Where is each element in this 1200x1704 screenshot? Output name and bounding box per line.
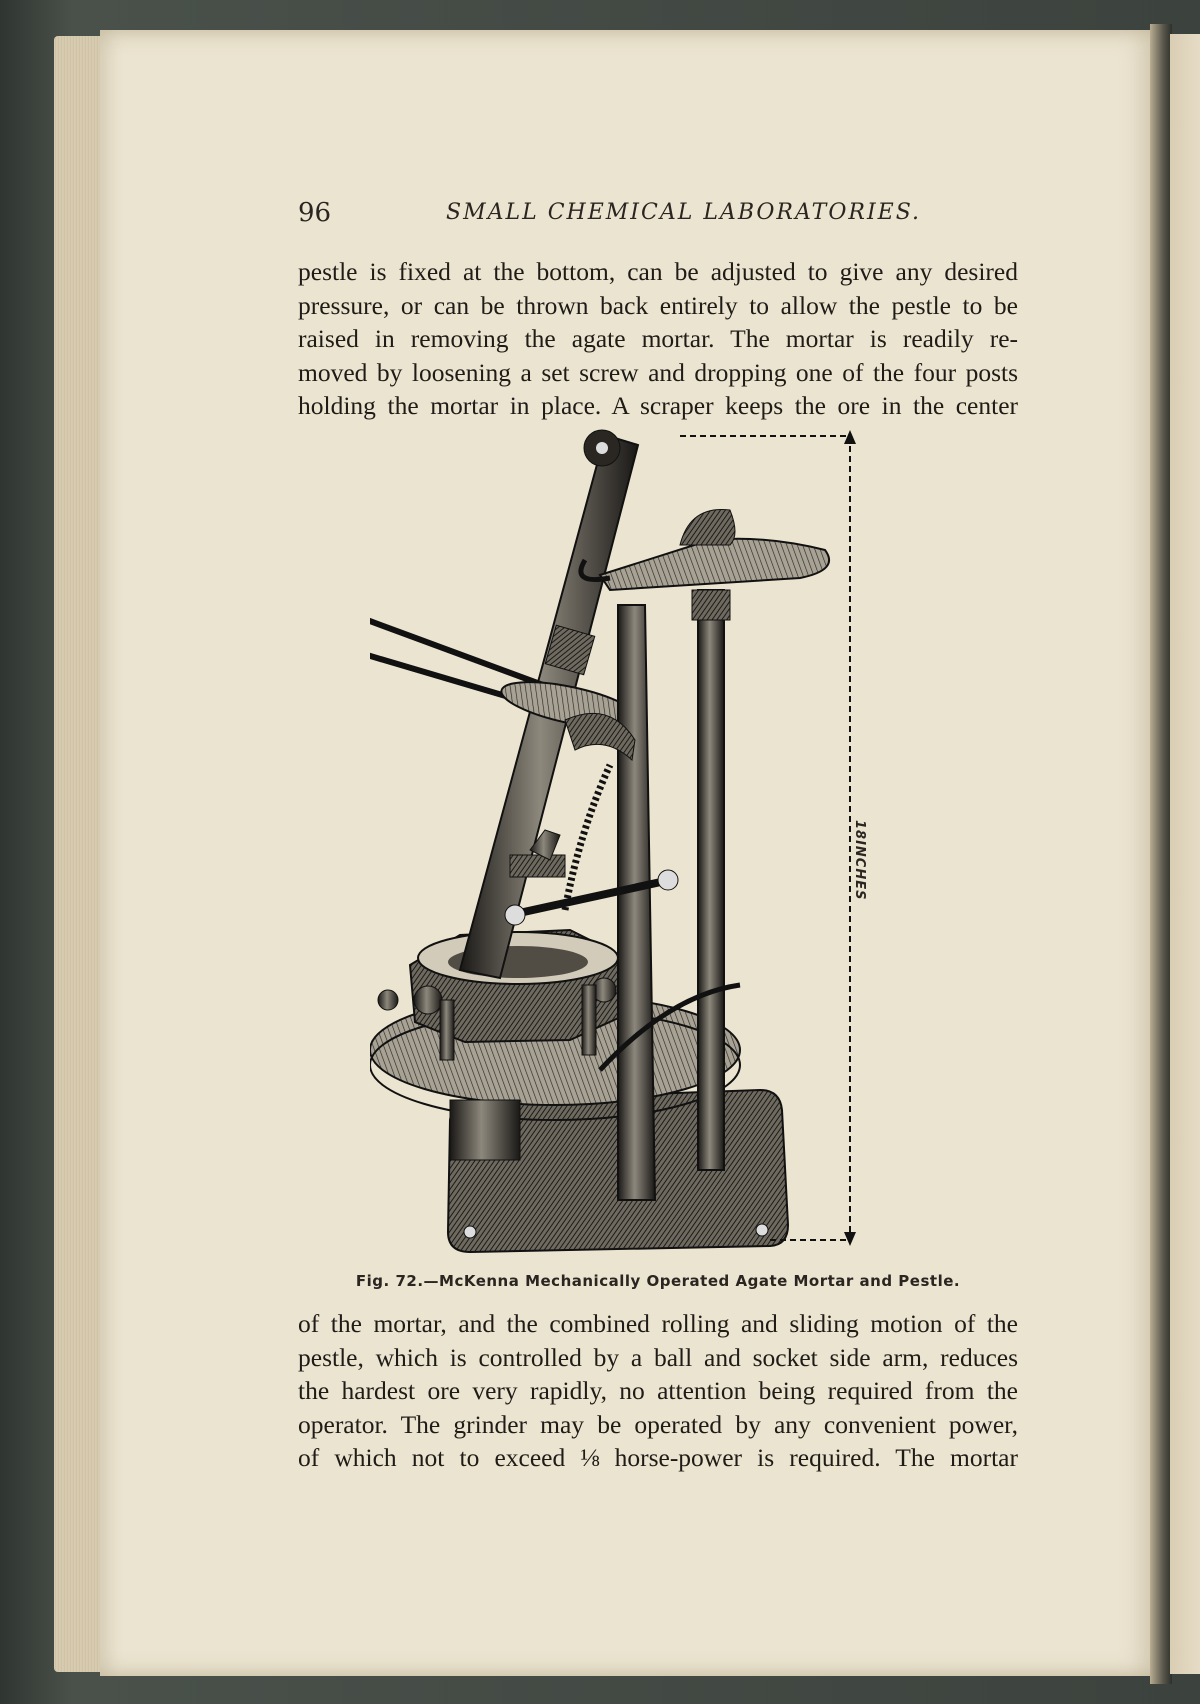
- text-line: the hardest ore very rapidly, no attention being required from the: [298, 1376, 1018, 1405]
- page-header: [298, 198, 1018, 238]
- ball-socket-side-arm: [505, 870, 678, 925]
- book-gutter: [1150, 24, 1172, 1684]
- text-line: of which not to exceed ⅛ horse-power is required. The mortar: [298, 1443, 1018, 1472]
- facing-page-edge: [1170, 34, 1200, 1674]
- engraving-drawing: [370, 410, 950, 1270]
- mortar-pestle-illustration: [370, 410, 950, 1270]
- text-line: of the mortar, and the combined rolling and sliding motion of the: [298, 1309, 1018, 1338]
- tension-spring: [565, 765, 610, 910]
- text-line: operator. The grinder may be operated by any convenient power,: [298, 1409, 1018, 1439]
- text-line: pressure, or can be thrown back entirely to allow the pestle to be: [298, 290, 1018, 320]
- figure-caption: Fig. 72.—McKenna Mechanically Operated Agate Mortar and Pestle.: [355, 1272, 961, 1290]
- text-line: pestle, which is controlled by a ball and socket side arm, reduces: [298, 1342, 1018, 1372]
- bottom-paragraph: [298, 1307, 1018, 1475]
- text-line: pestle is fixed at the bottom, can be adjusted to give any desired: [298, 257, 1018, 286]
- dimension-label: 18INCHES: [852, 820, 867, 901]
- text-line: holding the mortar in place. A scraper keeps the ore in the center: [298, 391, 1018, 420]
- text-line: raised in removing the agate mortar. The mortar is readily re-: [298, 324, 1018, 353]
- text-line: moved by loosening a set screw and dropping one of the four posts: [298, 357, 1018, 387]
- page-number: 96: [298, 198, 332, 228]
- running-head: SMALL CHEMICAL LABORATORIES.: [446, 200, 921, 225]
- top-paragraph: [298, 255, 1018, 423]
